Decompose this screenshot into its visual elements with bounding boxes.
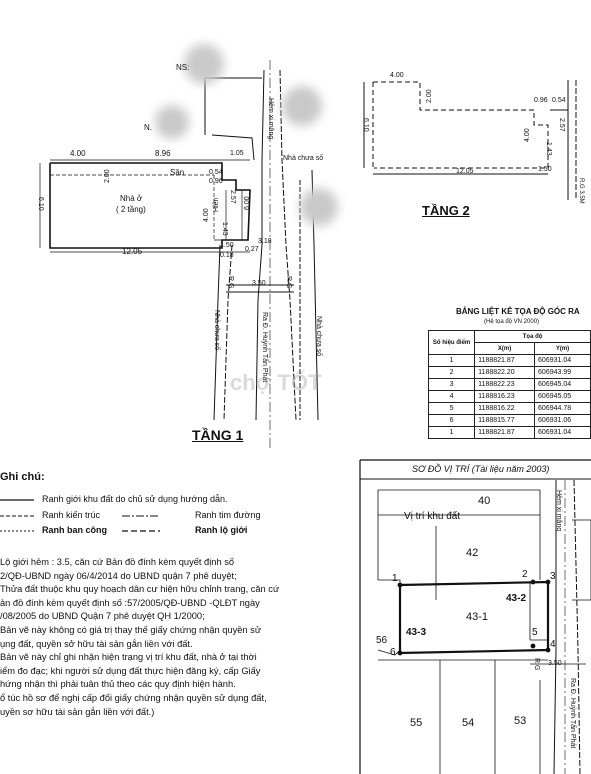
table-cell-x: 1188821.87 xyxy=(475,355,535,367)
ns-label: NS: xyxy=(176,63,190,72)
legend-item-centerline: Ranh tim đường xyxy=(195,510,261,520)
point-3: 3 xyxy=(550,571,556,582)
floor-count: ( 2 tầng) xyxy=(116,205,146,214)
table-cell-p: 3 xyxy=(429,379,475,391)
f2-dim-610: 6.10 xyxy=(362,118,369,132)
dim-896: 8.96 xyxy=(155,149,171,158)
location-map-title: SƠ ĐỒ VỊ TRÍ (Tài liệu năm 2003) xyxy=(412,464,550,474)
table-row xyxy=(429,427,591,439)
legend-item-road-boundary: Ranh lộ giới xyxy=(195,525,248,535)
parcel-43-2: 43-2 xyxy=(506,593,527,604)
table-cell-x: 1188816.22 xyxy=(475,403,535,415)
table-cell-y: 606931.04 xyxy=(535,427,591,439)
note-line: iểm đo đạc; khi người sử dụng đất thực hiện đăng ký, cấp Giấy xyxy=(0,665,261,676)
note-line: hứng nhận thì phải tuân thủ theo các quy định hiện hành. xyxy=(0,679,236,690)
col-group: Tọa độ xyxy=(475,331,591,343)
table-cell-x: 1188822.20 xyxy=(475,367,535,379)
f2-dim-054: 0.54 xyxy=(552,97,566,104)
dim-257: 2.57 xyxy=(229,190,236,204)
parcel-43-3: 43-3 xyxy=(406,627,427,638)
parcel-43-1: 43-1 xyxy=(466,611,489,623)
coords-body xyxy=(429,355,591,439)
coords-table xyxy=(428,330,591,439)
note-line: ản đồ đính kèm quyết định số :57/2005/QĐ-UBND -QLĐT ngày xyxy=(0,597,260,608)
table-row xyxy=(429,379,591,391)
yard-label: Sân xyxy=(170,168,185,177)
coords-title: BẢNG LIỆT KÊ TỌA ĐỘ GÓC RA xyxy=(456,307,580,316)
table-cell-p: 1 xyxy=(429,355,475,367)
note-line: ụng đất, quyền sở hữu tài sản gắn liền với đất. xyxy=(0,638,193,649)
redaction-blob xyxy=(155,105,189,139)
parcel-42: 42 xyxy=(466,547,479,559)
table-row xyxy=(429,415,591,427)
notes-block xyxy=(0,556,360,719)
map-rlg: R.G xyxy=(533,658,540,671)
table-row xyxy=(429,391,591,403)
dim-400: 4.00 xyxy=(70,149,86,158)
road-label: Ra Đ. Huỳnh Tấn Phát xyxy=(261,312,268,383)
col-point: Số hiệu điểm xyxy=(429,331,475,355)
table-row xyxy=(429,403,591,415)
note-line: ổ túc hồ sơ để nghị cấp đổi giấy chứng nhận quyền sử dụng đất, xyxy=(0,692,267,703)
legend-item-boundary: Ranh giới khu đất do chủ sử dụng hướng dẫn. xyxy=(42,494,228,504)
redaction-blob xyxy=(300,188,338,226)
note-line: uyền sơ hữu tài sản gắn liền với đất.) xyxy=(0,706,155,717)
f2-dim-400: 4.00 xyxy=(390,72,404,79)
table-cell-x: 1188821.87 xyxy=(475,427,535,439)
redaction-blob xyxy=(282,86,322,126)
table-row xyxy=(429,355,591,367)
f2-dim-150: 1.50 xyxy=(538,166,552,173)
parcel-54: 54 xyxy=(462,717,475,729)
parcel-53: 53 xyxy=(514,715,527,727)
dim-143: 1.43 xyxy=(221,222,228,236)
parcel-55: 55 xyxy=(410,717,423,729)
table-cell-y: 606931.06 xyxy=(535,415,591,427)
table-cell-p: 6 xyxy=(429,415,475,427)
dim-105: 1.05 xyxy=(230,150,244,157)
point-1: 1 xyxy=(392,573,398,584)
table-cell-y: 606945.04 xyxy=(535,379,591,391)
floor1-title: TẦNG 1 xyxy=(192,427,244,443)
legend-item-architecture: Ranh kiến trúc xyxy=(42,510,101,520)
dim-027: 0.27 xyxy=(245,246,259,253)
f2-dim-1205: 12.05 xyxy=(456,168,474,175)
house-label: Nhà ở xyxy=(120,194,143,203)
dim-054: 0.54 xyxy=(209,169,223,176)
legend-item-balcony: Ranh ban công xyxy=(42,525,107,535)
parcel-40: 40 xyxy=(478,495,491,507)
table-cell-p: 2 xyxy=(429,367,475,379)
alley-label: Hẻm xi măng xyxy=(267,98,274,140)
col-y: Y(m) xyxy=(535,343,591,355)
dim-096: 0.96 xyxy=(209,178,223,185)
table-cell-p: 1 xyxy=(429,427,475,439)
table-cell-x: 1188816.23 xyxy=(475,391,535,403)
f2-dim-200: 2.00 xyxy=(426,89,433,103)
dim-018: 0.18 xyxy=(220,252,234,259)
point-2: 2 xyxy=(522,569,528,580)
note-line: Thửa đất thuộc khu quy hoạch dân cư hiện hữu chỉnh trang, căn cứ xyxy=(0,584,280,595)
f2-dim-143: 1.43 xyxy=(545,142,552,156)
rlg-right: R.G xyxy=(285,276,292,289)
point-4: 4 xyxy=(550,639,556,650)
dim-1205: 12.05 xyxy=(122,247,143,256)
table-cell-p: 4 xyxy=(429,391,475,403)
col-x: X(m) xyxy=(475,343,535,355)
dim-600: 6.00 xyxy=(244,196,251,210)
dim-200: 2.00 xyxy=(104,169,111,183)
nha-chua-so-right: Nhà chưa số xyxy=(315,316,322,357)
table-cell-y: 606931.04 xyxy=(535,355,591,367)
f2-dim-257: 2.57 xyxy=(558,118,565,132)
f2-dim-096: 0.96 xyxy=(534,97,548,104)
table-cell-x: 1188822.23 xyxy=(475,379,535,391)
dim-318: 3.18 xyxy=(258,238,272,245)
watermark: chợ TỐT xyxy=(230,370,322,395)
table-row xyxy=(429,367,591,379)
n-label: N. xyxy=(144,123,152,132)
map-dim-350: 3.50 xyxy=(548,660,562,667)
f2-dim-400b: 4.00 xyxy=(524,128,531,142)
point-5: 5 xyxy=(532,627,538,638)
nha-chua-so-top: Nhà chưa số xyxy=(283,155,324,162)
map-alley-label: Hẻm xi măng xyxy=(555,490,562,532)
note-line: Lộ giới hẻm : 3.5, căn cứ Bản đồ đính kèm quyết định số xyxy=(0,557,235,567)
note-line: 2/QĐ-UBND ngày 06/4/2014 do UBND quận 7 phê duyệt; xyxy=(0,570,237,581)
site-label: Vị trí khu đất xyxy=(404,511,461,522)
legend-title: Ghi chú: xyxy=(0,471,45,483)
dim-610: 6.10 xyxy=(37,197,44,211)
note-line: /08/2005 do UBND Quận 7 phê duyệt QH 1/2000; xyxy=(0,611,205,622)
note-line: Bản vẽ này chỉ ghi nhận hiện trạng vị trí khu đất, nhà ở tại thời xyxy=(0,652,257,663)
dim-150: 1.50 xyxy=(220,242,234,249)
point-6: 6 xyxy=(390,647,396,658)
coords-subtitle: (Hệ tọa độ VN 2000) xyxy=(484,319,540,325)
table-cell-y: 606945.05 xyxy=(535,391,591,403)
table-cell-y: 606944.78 xyxy=(535,403,591,415)
note-line: Bản vẽ này không có giá trị thay thế giấy chứng nhận quyền sử xyxy=(0,624,262,635)
table-cell-x: 1188815.77 xyxy=(475,415,535,427)
table-cell-p: 5 xyxy=(429,403,475,415)
floor2-title: TẦNG 2 xyxy=(422,203,470,218)
porch-label: Hiên xyxy=(213,197,220,212)
parcel-56: 56 xyxy=(376,635,388,646)
rlg-left: R.G xyxy=(227,276,234,289)
f2-rlg: R.G 3.5M xyxy=(578,178,584,204)
nha-chua-so-left: Nhà chưa số xyxy=(213,310,220,351)
dim-350: 3.50 xyxy=(252,280,266,287)
redaction-blob xyxy=(184,44,224,84)
dim-400b: 4.00 xyxy=(203,208,210,222)
map-road-label: Ra Đ. Huỳnh Tấn Phát xyxy=(569,678,576,749)
table-cell-y: 606943.99 xyxy=(535,367,591,379)
